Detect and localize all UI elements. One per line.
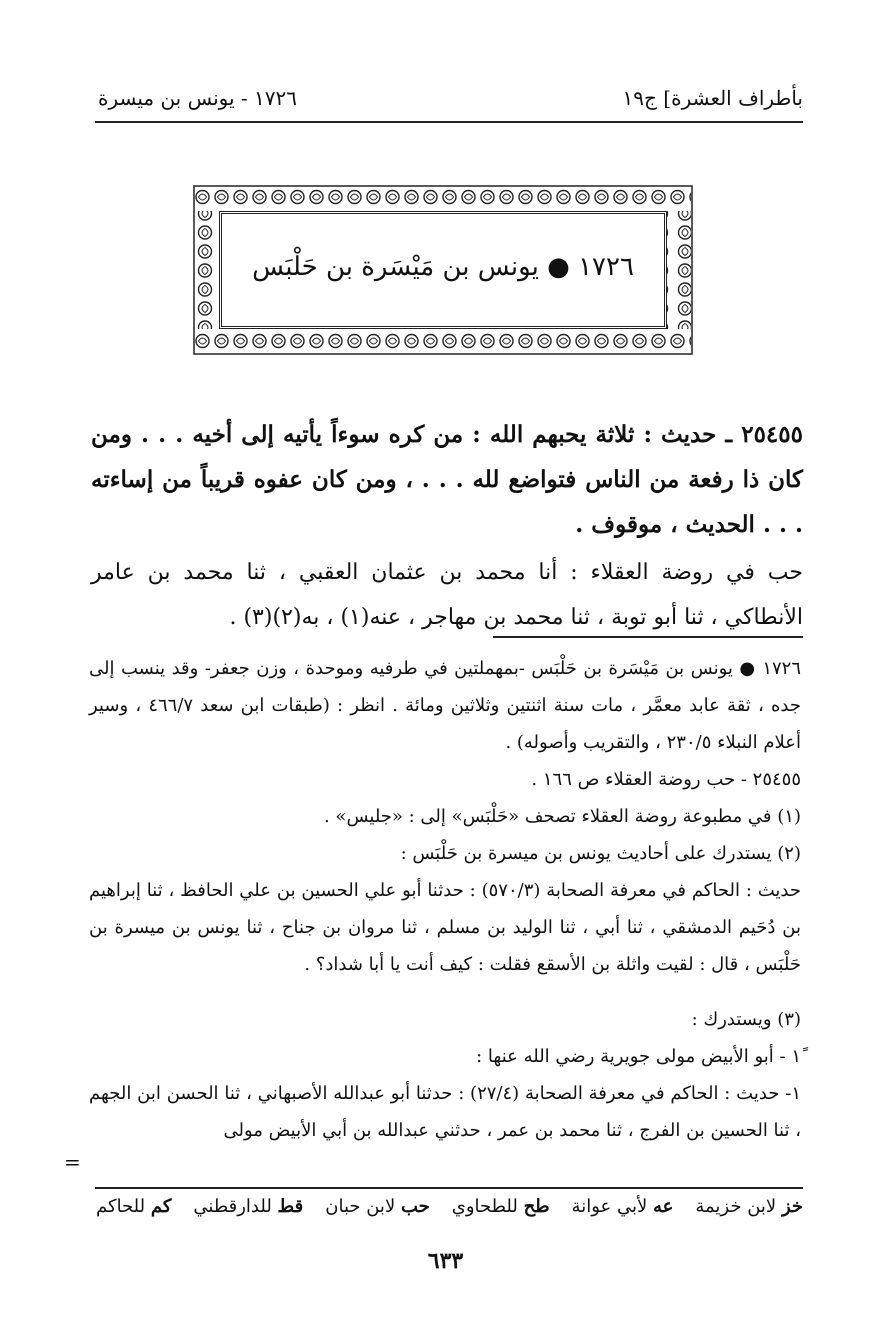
footnote-2-hadith: حديث : الحاكم في معرفة الصحابة (٥٧٠/٣) : حدثنا أبو علي الحسين بن علي الحافظ ، ثنا إبراهيم بن دُحَيم الدمشقي ، ثنا أبي ، ثنا الوليد بن مسلم ، ثنا مروان بن جناح ، ثنا يونس بن ميسرة بن حَلْبَس ، قال : لقيت واثلة بن الأسقع فقلت : كيف أنت يا أبا شداد؟ .	[89, 880, 802, 975]
abbr-item: كم للحاكم	[96, 1196, 172, 1217]
continuation-mark: =	[64, 1150, 81, 1174]
running-header-left: ١٧٢٦ - يونس بن ميسرة	[98, 86, 298, 110]
abbr-item: طح للطحاوي	[451, 1196, 550, 1217]
hadith-text: ٢٥٤٥٥ ـ حديث : ثلاثة يحبهم الله : من كره سوءاً يأتيه إلى أخيه . . . ومن كان ذا رفعة من الناس فتواضع لله . . . ، ومن كان عفوه قريباً من إساءته . . . الحديث ، موقوف .	[91, 421, 803, 538]
footnote-3-item: ١ً - أبو الأبيض مولى جويرية رضي الله عنها :	[476, 1046, 801, 1067]
header-rule	[95, 121, 803, 123]
footnote-3: (٣) ويستدرك :	[691, 1009, 801, 1030]
footnote-2: (٢) يستدرك على أحاديث يونس بن ميسرة بن حَلْبَس :	[400, 843, 801, 864]
running-header-right: بأطراف العشرة] ج١٩	[622, 86, 803, 110]
ornamental-frame	[193, 185, 693, 355]
abbreviation-rule	[95, 1187, 803, 1189]
abbr-item: خز لابن خزيمة	[695, 1196, 803, 1217]
abbr-item: عه لأبي عوانة	[571, 1196, 674, 1217]
frame-inner-box	[219, 211, 667, 329]
footnote-hadith-ref: ٢٥٤٥٥ - حب روضة العقلاء ص ١٦٦ .	[531, 769, 801, 790]
footnote-1: (١) في مطبوعة روضة العقلاء تصحف «حَلْبَس» إلى : «جليس» .	[323, 806, 801, 827]
footnote-separator	[493, 636, 803, 638]
abbr-item: قط للدارقطني	[193, 1196, 304, 1217]
page-number: ٦٣٣	[427, 1248, 464, 1274]
hadith-source: حب في روضة العقلاء : أنا محمد بن عثمان العقبي ، ثنا محمد بن عامر الأنطاكي ، ثنا أبو توبة ، ثنا محمد بن مهاجر ، عنه(١) ، به(٢)(٣) .	[91, 560, 803, 630]
footnote-3-hadith: ١- حديث : الحاكم في معرفة الصحابة (٢٧/٤) : حدثنا أبو عبدالله الأصبهاني ، ثنا الحسن ابن الجهم ، ثنا الحسين بن الفرج ، ثنا محمد بن عمر ، حدثني عبدالله بن أبي الأبيض مولى	[89, 1083, 801, 1141]
footnote-biography: ١٧٢٦ ● يونس بن مَيْسَرة بن حَلْبَس -بمهملتين في طرفيه وموحدة ، وزن جعفر- وقد ينسب إلى جده ، ثقة عابد معمَّر ، مات سنة اثنتين وثلاثين ومائة . انظر : (طبقات ابن سعد ٤٦٦/٧ ، وسير أعلام النبلاء ٢٣٠/٥ ، والتقريب وأصوله) .	[89, 658, 801, 753]
abbreviation-key	[91, 1196, 803, 1217]
biography-title: ١٧٢٦ ● يونس بن مَيْسَرة بن حَلْبَس	[252, 252, 634, 282]
abbr-item: حب لابن حبان	[325, 1196, 430, 1217]
